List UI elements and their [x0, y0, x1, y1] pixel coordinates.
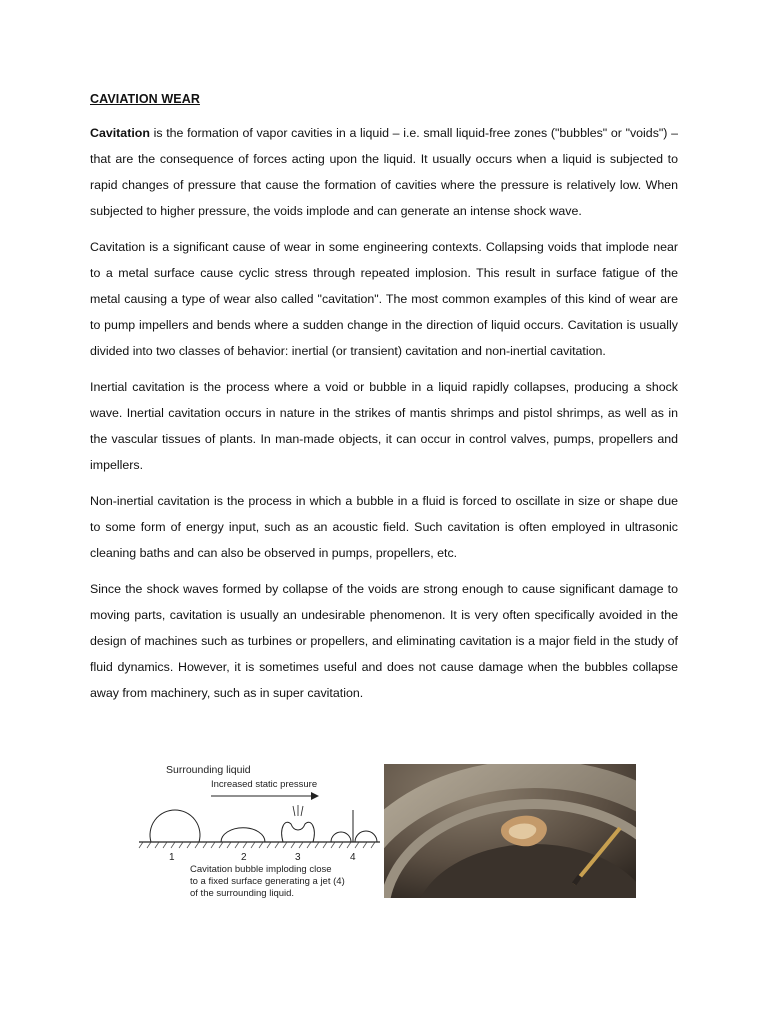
stage-number-1: 1 [169, 852, 175, 863]
jet-arrow-left [293, 806, 295, 816]
bubble-stage-4a [331, 832, 351, 842]
paragraph-cavitation-damage [90, 576, 678, 706]
document-body [90, 92, 678, 716]
paragraph-text: Inertial cavitation is the process where a void or bubble in a liquid rapidly collapses, producing a shock wave. Inertial cavitation occurs in nature in the strikes of mantis shrimps and pistol shrimps, as well as in the vascular tissues of plants. In man-made objects, it can occur in control valves, pumps, propellers and impellers. [90, 380, 678, 472]
bubble-collapse-diagram [133, 762, 380, 898]
paragraph-text: Non-inertial cavitation is the process in which a bubble in a fluid is forced to oscillate in size or shape due to some form of energy input, such as an acoustic field. Such cavitation is often employed in ultrasonic cleaning baths and can also be observed in pumps, propellers, etc. [90, 494, 678, 560]
paragraph-text: Since the shock waves formed by collapse of the voids are strong enough to cause significant damage to moving parts, cavitation is usually an undesirable phenomenon. It is very often specifically avoided in the design of machines such as turbines or propellers, and eliminating cavitation is a major field in the study of fluid dynamics. However, it is sometimes useful and does not cause damage when the bubbles collapse away from machinery, such as in super cavitation. [90, 582, 678, 700]
paragraph-cavitation-wear [90, 234, 678, 364]
paragraph-text: Cavitation is a significant cause of wear in some engineering contexts. Collapsing voids that implode near to a metal surface cause cyclic stress through repeated implosion. This result in surface fatigue of the metal causing a type of wear also called "cavitation". The most common examples of this kind of wear are to pump impellers and bends where a sudden change in the direction of liquid occurs. Cavitation is usually divided into two classes of behavior: inertial (or transient) cavitation and non-inertial cavitation. [90, 240, 678, 358]
bubble-stage-2 [221, 828, 265, 842]
bubble-stage-4b [355, 831, 377, 842]
document-heading: CAVIATION WEAR [90, 92, 200, 106]
paragraph-text: is the formation of vapor cavities in a liquid – i.e. small liquid-free zones ("bubbles" or "voids") – that are the consequence of forces acting upon the liquid. It usually occurs when a liquid is subjected to rapid changes of pressure that cause the formation of cavities where the pressure is relatively low. When subjected to higher pressure, the voids implode and can generate an intense shock wave. [90, 126, 678, 218]
paragraph-non-inertial-cavitation [90, 488, 678, 566]
bubble-collapse-svg [133, 762, 380, 898]
bubble-stage-3 [282, 822, 315, 842]
bubble-stage-1 [150, 810, 200, 842]
figure-row [133, 762, 636, 898]
cavitation-damage-photo [384, 764, 636, 898]
paragraph-lead-term: Cavitation [90, 126, 150, 140]
pressure-arrowhead [311, 792, 319, 800]
paragraph-inertial-cavitation [90, 374, 678, 478]
surface-hatching [139, 842, 375, 848]
jet-arrow-right [301, 806, 303, 816]
caption-line-2: to a fixed surface generating a jet (4) [190, 876, 345, 887]
caption-line-3: of the surrounding liquid. [190, 888, 295, 898]
stage-number-3: 3 [295, 852, 301, 863]
paragraph-cavitation-definition [90, 120, 678, 224]
caption-line-1: Cavitation bubble imploding close [190, 864, 332, 875]
label-increased-pressure: Increased static pressure [211, 779, 318, 790]
damage-photo-svg [384, 764, 636, 898]
stage-number-2: 2 [241, 852, 247, 863]
stage-number-4: 4 [350, 852, 356, 863]
label-surrounding-liquid: Surrounding liquid [166, 764, 251, 776]
